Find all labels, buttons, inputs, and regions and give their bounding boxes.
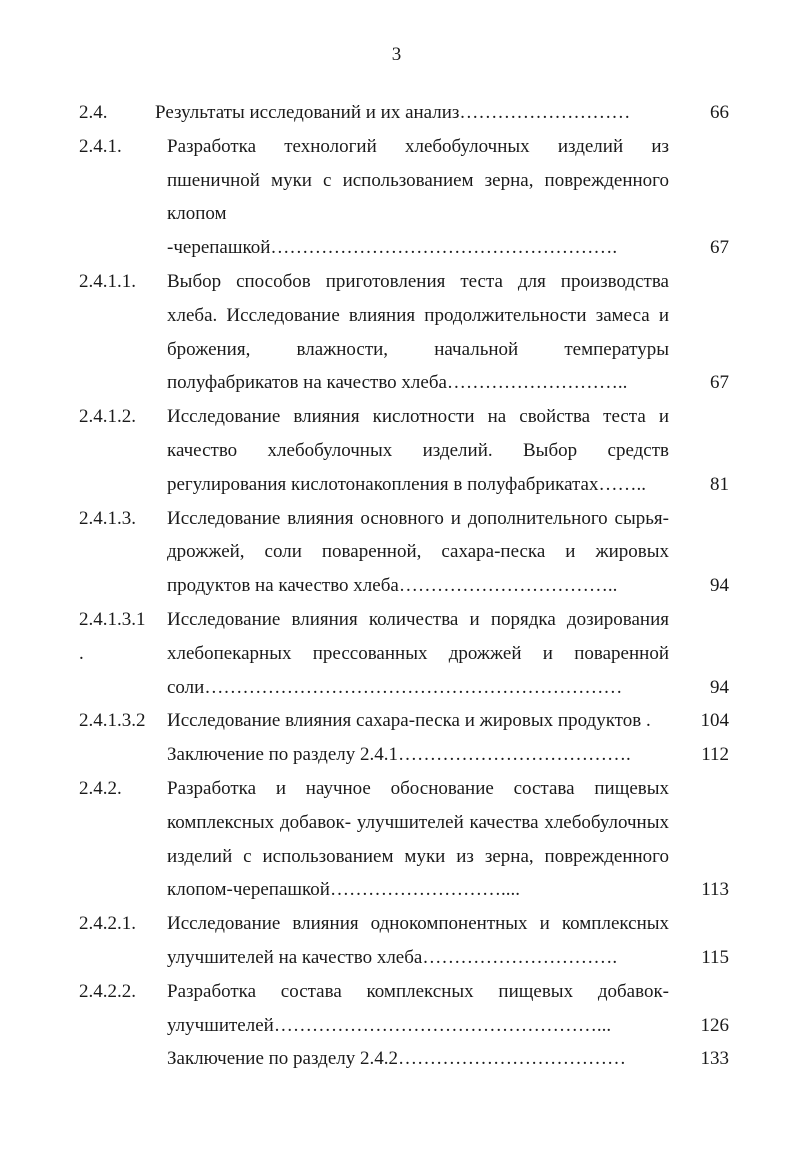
toc-entry: [79, 704, 729, 738]
entry-title: Исследование влияния основного и дополнительного сырья- дрожжей, соли поваренной, сахара-песка и жировых продуктов на качество хлеба……………………………..: [167, 507, 669, 597]
entry-number: 2.4.2.1.: [79, 913, 136, 935]
entry-page: 94: [710, 575, 729, 597]
entry-page: 115: [701, 946, 729, 968]
entry-number: [79, 1042, 167, 1076]
entry-page: 112: [701, 744, 729, 766]
entry-title: Исследование влияния количества и порядка дозирования хлебопекарных прессованных дрожжей и поваренной соли…………………………………………………………: [167, 608, 669, 698]
entry-page: 133: [700, 1048, 729, 1070]
toc-entry: [79, 400, 729, 501]
entry-number: [79, 738, 167, 772]
toc-entry: [79, 738, 729, 772]
entry-title: Исследование влияния сахара-песка и жировых продуктов .: [167, 710, 651, 732]
toc-entry: [79, 1042, 729, 1076]
table-of-contents: [79, 96, 729, 1076]
entry-title: Исследование влияния кислотности на свойства теста и качество хлебобулочных изделий. Выбор средств регулирования кислотонакопления в полуфабрикатах……..: [167, 406, 669, 495]
entry-number: 2.4.2.2.: [79, 980, 136, 1002]
entry-title: Исследование влияния однокомпонентных и комплексных улучшителей на качество хлеба………………………….: [167, 913, 669, 968]
entry-title: Выбор способов приготовления теста для производства хлеба. Исследование влияния продолжительности замеса и брожения, влажности, начальной температуры полуфабрикатов на качество хлеба………………………..: [167, 270, 669, 394]
entry-number: 2.4.2.: [79, 777, 122, 799]
entry-page: 113: [701, 879, 729, 901]
entry-page: 66: [710, 102, 729, 123]
entry-number: 2.4.1.2.: [79, 406, 136, 428]
entry-title: Результаты исследований и их анализ………………………: [155, 102, 631, 123]
toc-entry: [79, 907, 729, 975]
toc-entry: [79, 130, 729, 265]
entry-page: 67: [710, 237, 729, 259]
entry-title: Разработка технологий хлебобулочных изделий из пшеничной муки с использованием зерна, поврежденного клопом -черепашкой……………………………………………….: [167, 135, 669, 259]
entry-page: 126: [700, 1014, 729, 1036]
toc-entry: [79, 772, 729, 907]
entry-page: 81: [710, 473, 729, 495]
entry-number: 2.4.1.3.1 .: [79, 608, 146, 664]
toc-entry: [79, 975, 729, 1043]
entry-title: Заключение по разделу 2.4.1……………………………….: [167, 744, 631, 766]
toc-entry: [79, 96, 729, 130]
entry-number: 2.4.1.: [79, 135, 122, 157]
page-number: 3: [391, 44, 402, 65]
entry-page: 94: [710, 676, 729, 698]
entry-page: 67: [710, 372, 729, 394]
toc-entry: [79, 603, 729, 704]
entry-number: 2.4.: [79, 102, 108, 123]
entry-title: Заключение по разделу 2.4.2………………………………: [167, 1048, 626, 1070]
entry-title: Разработка и научное обоснование состава пищевых комплексных добавок- улучшителей качества хлебобулочных изделий с использованием муки из зерна, поврежденного клопом-черепашкой………………………....: [167, 777, 669, 901]
entry-number: 2.4.1.1.: [79, 270, 136, 292]
entry-number: 2.4.1.3.2: [79, 710, 146, 732]
toc-entry: [79, 502, 729, 603]
entry-number: 2.4.1.3.: [79, 507, 136, 529]
toc-entry: [79, 265, 729, 400]
entry-title: Разработка состава комплексных пищевых добавок-улучшителей……………………………………………...: [167, 980, 669, 1036]
entry-page: 104: [700, 710, 729, 732]
